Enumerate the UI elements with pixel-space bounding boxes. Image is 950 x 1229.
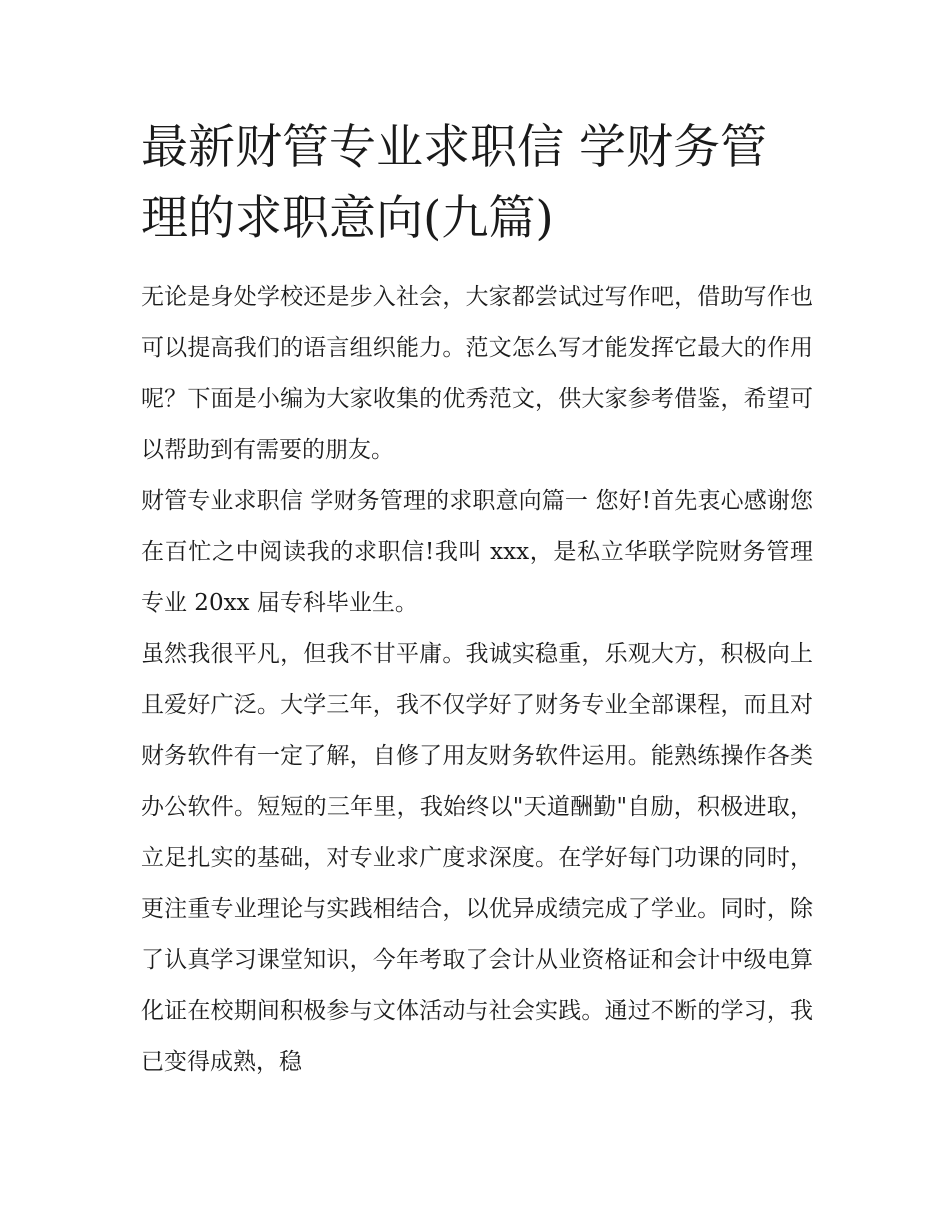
self-introduction-paragraph: 虽然我很平凡，但我不甘平庸。我诚实稳重，乐观大方，积极向上且爱好广泛。大学三年，我不仅学好了财务专业全部课程，而且对财务软件有一定了解，自修了用友财务软件运用。能熟练操作各类办公软件。短短的三年里，我始终以"天道酬勤"自励，积极进取，立足扎实的基础，对专业求广度求深度。在学好每门功课的同时，更注重专业理论与实践相结合，以优异成绩完成了学业。同时，除了认真学习课堂知识，今年考取了会计从业资格证和会计中级电算化证在校期间积极参与文体活动与社会实践。通过不断的学习，我已变得成熟，稳 bbox=[141, 641, 813, 1075]
document-title: 最新财管专业求职信 学财务管理的求职意向(九篇) bbox=[141, 120, 767, 246]
document-body bbox=[141, 112, 813, 1088]
intro-paragraph: 无论是身处学校还是步入社会，大家都尝试过写作吧，借助写作也可以提高我们的语言组织能力。范文怎么写才能发挥它最大的作用呢？下面是小编为大家收集的优秀范文，供大家参考借鉴，希望可以帮助到有需要的朋友。 bbox=[141, 284, 813, 463]
letter-opening-paragraph: 财管专业求职信 学财务管理的求职意向篇一 您好!首先衷心感谢您在百忙之中阅读我的求职信!我叫 xxx，是私立华联学院财务管理专业 20xx 届专科毕业生。 bbox=[141, 488, 813, 616]
